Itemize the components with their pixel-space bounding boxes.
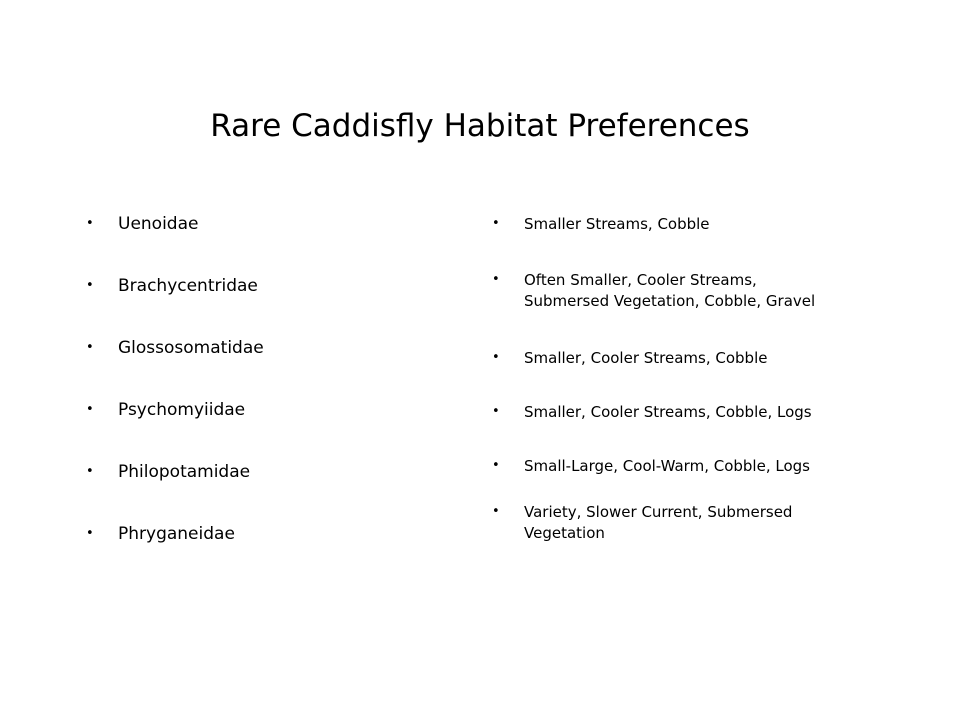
habitat-text-line: Submersed Vegetation, Cobble, Gravel [524,292,816,310]
habitat-text-line: Smaller Streams, Cobble [524,215,710,233]
family-name: Phryganeidae [118,524,235,544]
habitat-text-line: Vegetation [524,524,605,542]
bullet-icon: • [492,458,500,473]
habitat-item [492,502,932,546]
family-name: Glossosomatidae [118,338,264,358]
family-name: Uenoidae [118,214,199,234]
bullet-icon: • [86,216,94,231]
bullet-icon: • [492,272,500,287]
bullet-icon: • [86,402,94,417]
family-list [86,212,416,584]
habitat-text-line: Variety, Slower Current, Submersed [524,503,793,521]
family-name: Philopotamidae [118,462,251,482]
family-item [86,398,416,460]
bullet-icon: • [86,340,94,355]
bullet-icon: • [492,350,500,365]
habitat-text-line: Small-Large, Cool-Warm, Cobble, Logs [524,457,810,475]
habitat-text-line: Often Smaller, Cooler Streams, [524,271,757,289]
habitat-item [492,456,932,502]
bullet-icon: • [86,526,94,541]
family-item [86,274,416,336]
bullet-icon: • [492,216,500,231]
habitat-text-line: Smaller, Cooler Streams, Cobble [524,349,768,367]
bullet-icon: • [86,464,94,479]
family-item [86,212,416,274]
habitat-item [492,214,932,270]
habitat-item [492,402,932,456]
slide-title: Rare Caddisfly Habitat Preferences [210,108,750,144]
habitat-item [492,348,932,402]
family-item [86,522,416,584]
habitat-list [492,214,932,546]
bullet-icon: • [492,404,500,419]
bullet-icon: • [492,504,500,519]
habitat-item [492,270,932,348]
family-item [86,336,416,398]
bullet-icon: • [86,278,94,293]
family-name: Psychomyiidae [118,400,246,420]
family-item [86,460,416,522]
habitat-text-line: Smaller, Cooler Streams, Cobble, Logs [524,403,812,421]
family-name: Brachycentridae [118,276,258,296]
